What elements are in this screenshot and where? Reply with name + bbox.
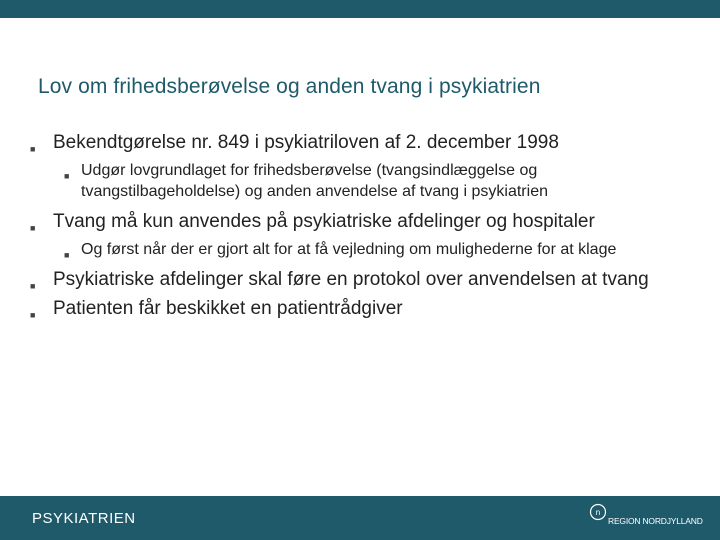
sub-bullet-item xyxy=(30,160,670,202)
sub-bullet-text: Udgør lovgrundlaget for frihedsberøvelse (tvangsindlæggelse og tvangstilbageholdelse) og anden anvendelse af tvang i psykiatrien xyxy=(81,162,548,200)
region-nordjylland-logo-icon xyxy=(589,503,607,521)
region-nordjylland-text: REGION NORDJYLLAND xyxy=(608,516,703,526)
slide-title: Lov om frihedsberøvelse og anden tvang i psykiatrien xyxy=(38,75,541,98)
bullet-item xyxy=(30,131,670,154)
bullet-item xyxy=(30,210,670,233)
bullet-icon: ■ xyxy=(64,171,70,181)
bullet-list xyxy=(30,131,670,320)
bullet-icon: ■ xyxy=(30,223,36,233)
footer-bar xyxy=(0,496,720,540)
bullet-item xyxy=(30,297,670,320)
bullet-icon: ■ xyxy=(30,310,36,320)
svg-text:n: n xyxy=(595,508,601,517)
bullet-icon: ■ xyxy=(30,144,36,154)
bullet-icon: ■ xyxy=(30,281,36,291)
bullet-text: Bekendtgørelse nr. 849 i psykiatriloven af 2. december 1998 xyxy=(53,132,559,153)
bullet-icon: ■ xyxy=(64,250,70,260)
sub-bullet-text: Og først når der er gjort alt for at få vejledning om mulighederne for at klage xyxy=(81,241,617,258)
bullet-text: Psykiatriske afdelinger skal føre en protokol over anvendelsen at tvang xyxy=(53,269,649,290)
bullet-text: Tvang må kun anvendes på psykiatriske afdelinger og hospitaler xyxy=(53,211,595,232)
top-bar xyxy=(0,0,720,18)
psykiatrien-logo-text: PSYKIATRIEN xyxy=(32,510,136,527)
sub-bullet-item xyxy=(30,239,670,260)
bullet-item xyxy=(30,268,670,291)
bullet-text: Patienten får beskikket en patientrådgiver xyxy=(53,298,403,319)
